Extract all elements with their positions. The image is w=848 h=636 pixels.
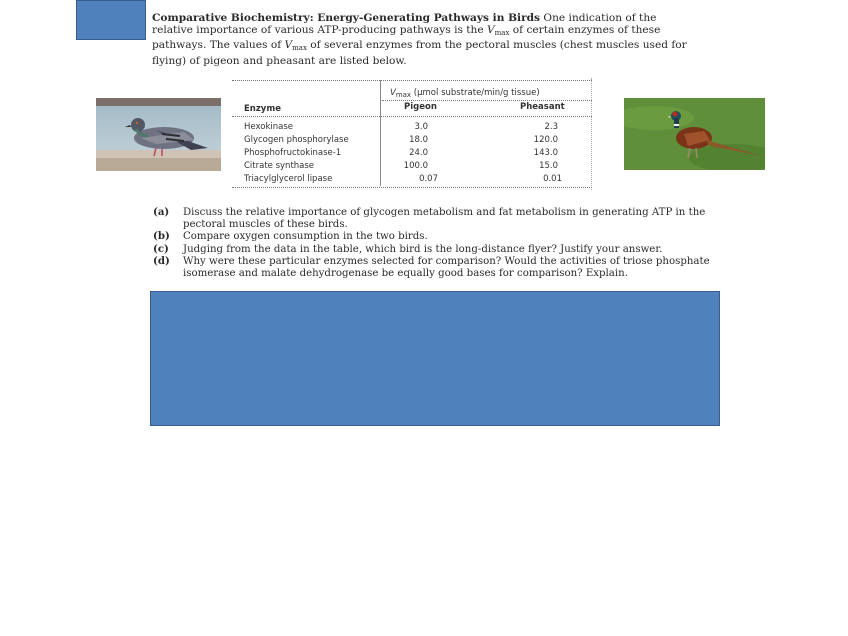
- intro-text-2: of certain enzymes of these pathways. The values of: [152, 24, 661, 52]
- table-row-pheasant: 120.0: [533, 135, 558, 145]
- column-header-enzyme: Enzyme: [244, 104, 281, 114]
- pigeon-photo: [96, 98, 221, 171]
- intro-title: Comparative Biochemistry: Energy-Generating Pathways in Birds: [152, 12, 541, 24]
- question-text: Why were these particular enzymes selected for comparison? Would the activities of triose phosphate isomerase and malate dehydrogenase be equally good bases for comparison? Explain.: [183, 256, 710, 279]
- pigeon-image: [96, 98, 221, 171]
- pheasant-photo: [624, 98, 765, 170]
- question-item: [153, 231, 713, 243]
- question-label: (d): [153, 255, 170, 268]
- table-row-pigeon: 0.07: [419, 174, 438, 184]
- vmax-header-rule: [382, 100, 592, 101]
- question-list: [153, 207, 713, 281]
- question-item: [153, 207, 713, 230]
- enzyme-table: [232, 78, 592, 190]
- table-row-pigeon: 18.0: [409, 135, 428, 145]
- table-row-pheasant: 15.0: [539, 161, 558, 171]
- vmax-sub-2: max: [292, 44, 307, 53]
- table-row-pigeon: 100.0: [403, 161, 428, 171]
- question-text: Discuss the relative importance of glycogen metabolism and fat metabolism in generating ATP in the pectoral muscles of these birds.: [183, 207, 706, 230]
- blue-rectangle-top: [76, 0, 146, 40]
- table-top-rule: [232, 80, 592, 81]
- vmax-header-sub: max: [395, 91, 412, 99]
- question-label: (c): [153, 242, 169, 255]
- pheasant-image: [624, 98, 765, 170]
- table-row-enzyme: Glycogen phosphorylase: [244, 135, 349, 145]
- vmax-symbol-2: V: [284, 39, 293, 52]
- question-item: [153, 256, 713, 279]
- table-row-pheasant: 0.01: [543, 174, 562, 184]
- vmax-header-units: (μmol substrate/min/g tissue): [411, 88, 540, 98]
- vmax-sub-1: max: [494, 29, 510, 38]
- vmax-header-v: V: [390, 88, 396, 98]
- question-label: (a): [153, 206, 170, 218]
- table-right-edge: [591, 78, 592, 190]
- question-label: (b): [153, 230, 170, 243]
- vmax-symbol-1: V: [487, 24, 495, 37]
- table-row-pheasant: 2.3: [544, 122, 558, 132]
- table-row-enzyme: Triacylglycerol lipase: [244, 174, 333, 184]
- intro-text-1: One indication of the relative importance of various ATP-producing pathways is the: [152, 12, 657, 37]
- question-item: [153, 244, 713, 256]
- table-row-pigeon: 24.0: [409, 148, 428, 158]
- question-text: Judging from the data in the table, which bird is the long-distance flyer? Justify your answer.: [183, 243, 663, 255]
- table-row-enzyme: Hexokinase: [244, 122, 293, 132]
- table-bottom-rule: [232, 187, 592, 188]
- table-row-pigeon: 3.0: [414, 122, 428, 132]
- blue-rectangle-overlay: [150, 291, 720, 426]
- table-row-enzyme: Phosphofructokinase-1: [244, 148, 342, 158]
- vmax-header: [390, 88, 590, 99]
- intro-text-3: of several enzymes from the pectoral muscles (chest muscles used for flying) of pigeon and pheasant are listed below.: [152, 39, 687, 67]
- column-header-pheasant: Pheasant: [520, 102, 565, 112]
- question-text: Compare oxygen consumption in the two birds.: [183, 231, 428, 243]
- column-header-pigeon: Pigeon: [404, 102, 437, 112]
- table-row-pheasant: 143.0: [533, 148, 558, 158]
- intro-paragraph: [152, 12, 700, 67]
- header-bottom-rule: [232, 116, 592, 117]
- table-row-enzyme: Citrate synthase: [244, 161, 315, 171]
